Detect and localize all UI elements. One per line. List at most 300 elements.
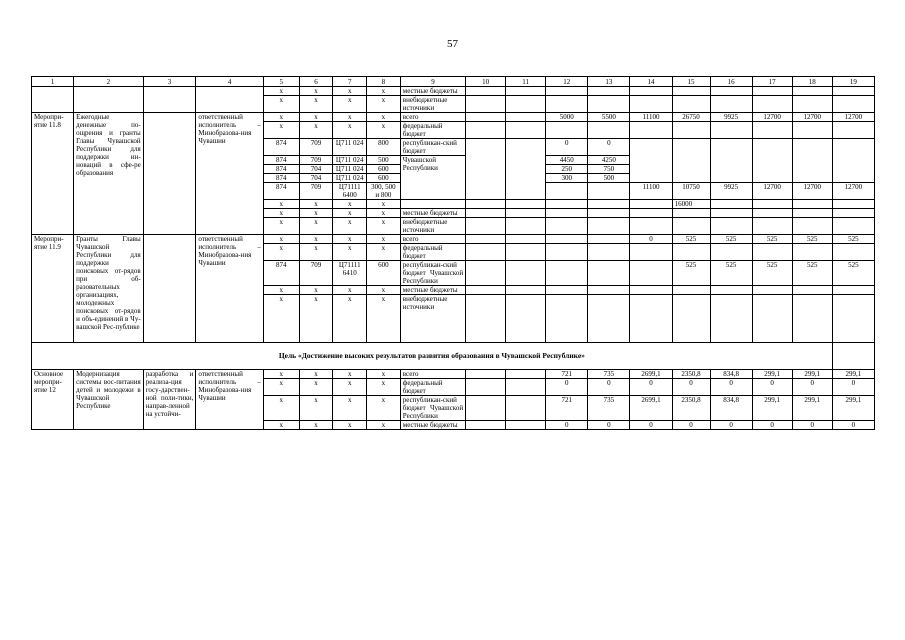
table-cell <box>506 396 546 421</box>
table-cell: 0 <box>672 379 710 396</box>
column-number: 1 <box>32 77 74 87</box>
table-cell: 500 <box>367 156 401 165</box>
goal-text: Цель «Достижение высоких результатов развития образования в Чувашской Республике» <box>32 343 833 370</box>
table-cell <box>506 244 546 261</box>
table-cell: х <box>263 295 299 343</box>
page-number: 57 <box>447 38 458 50</box>
table-cell <box>630 209 672 218</box>
table-cell: 0 <box>630 379 672 396</box>
table-cell: х <box>333 96 367 113</box>
table-cell: х <box>299 235 333 244</box>
table-cell: х <box>333 370 367 379</box>
table-cell <box>466 370 506 379</box>
table-cell <box>792 218 832 235</box>
table-cell <box>710 139 752 183</box>
table-cell <box>588 244 630 261</box>
table-cell <box>630 139 672 183</box>
table-cell <box>506 209 546 218</box>
table-cell: 5000 <box>546 113 588 122</box>
table-cell <box>546 218 588 235</box>
table-cell <box>196 87 263 113</box>
table-cell <box>588 122 630 139</box>
table-cell: х <box>367 235 401 244</box>
table-cell <box>143 87 196 113</box>
table-cell <box>588 235 630 244</box>
activity-name: Меропри-ятие 11.8 <box>32 113 74 235</box>
table-cell: Чувашской Республики <box>400 156 465 200</box>
table-cell: х <box>299 122 333 139</box>
table-cell: х <box>367 244 401 261</box>
table-cell: Ц71111 6410 <box>333 261 367 286</box>
table-cell: федеральный бюджет <box>400 379 465 396</box>
table-cell: местные бюджеты <box>400 87 465 96</box>
table-cell: 0 <box>546 139 588 156</box>
table-cell <box>672 122 710 139</box>
table-cell: местные бюджеты <box>400 421 465 430</box>
table-cell <box>752 209 792 218</box>
table-cell: местные бюджеты <box>400 286 465 295</box>
table-cell <box>546 96 588 113</box>
table-cell: Ц711 024 <box>333 165 367 174</box>
table-cell: х <box>367 96 401 113</box>
table-cell <box>546 209 588 218</box>
table-cell: 12700 <box>752 113 792 122</box>
table-cell: х <box>263 286 299 295</box>
table-cell: 874 <box>263 174 299 183</box>
table-cell: 2699,1 <box>630 370 672 379</box>
table-cell: х <box>333 200 367 209</box>
table-cell: 299,1 <box>832 370 874 379</box>
table-cell: 299,1 <box>792 396 832 421</box>
table-cell <box>832 295 874 343</box>
table-cell <box>752 218 792 235</box>
table-cell <box>792 286 832 295</box>
table-cell: х <box>299 295 333 343</box>
table-cell <box>630 295 672 343</box>
table-cell <box>710 244 752 261</box>
table-cell: х <box>263 113 299 122</box>
table-cell <box>672 295 710 343</box>
table-cell: х <box>333 113 367 122</box>
table-cell: х <box>333 122 367 139</box>
table-cell <box>506 295 546 343</box>
table-cell: 0 <box>630 421 672 430</box>
table-cell: 525 <box>752 261 792 286</box>
table-cell: 4250 <box>588 156 630 165</box>
table-cell <box>630 218 672 235</box>
table-cell: х <box>263 235 299 244</box>
table-cell: 750 <box>588 165 630 174</box>
table-cell <box>466 87 506 96</box>
table-cell: 834,8 <box>710 396 752 421</box>
table-cell: х <box>333 286 367 295</box>
table-cell <box>672 139 710 183</box>
table-cell: федеральный бюджет <box>400 122 465 139</box>
table-cell: х <box>299 370 333 379</box>
table-cell <box>466 244 506 261</box>
table-cell <box>466 209 506 218</box>
table-cell: х <box>299 113 333 122</box>
column-number: 14 <box>630 77 672 87</box>
table-cell: всего <box>400 235 465 244</box>
table-cell <box>792 200 832 209</box>
table-cell: х <box>367 87 401 96</box>
table-cell <box>588 87 630 96</box>
table-cell: 16000 <box>672 200 710 209</box>
activity-name: Меропри-ятие 11.9 <box>32 235 74 343</box>
table-cell <box>466 96 506 113</box>
table-cell <box>832 87 874 96</box>
table-cell: х <box>299 244 333 261</box>
table-row <box>32 113 875 122</box>
table-cell <box>466 379 506 396</box>
table-cell: х <box>299 218 333 235</box>
table-cell: Ц711 024 <box>333 156 367 165</box>
table-cell <box>546 286 588 295</box>
column-number: 18 <box>792 77 832 87</box>
table-cell <box>588 218 630 235</box>
table-row <box>32 235 875 244</box>
table-cell: х <box>263 370 299 379</box>
column-number-row <box>32 77 875 87</box>
table-cell <box>752 96 792 113</box>
table-cell <box>832 209 874 218</box>
table-cell: 0 <box>832 379 874 396</box>
table-cell: х <box>367 286 401 295</box>
table-cell <box>832 200 874 209</box>
table-cell: х <box>367 113 401 122</box>
table-cell <box>792 244 832 261</box>
table-cell <box>506 379 546 396</box>
table-cell: х <box>263 200 299 209</box>
table-cell: 12700 <box>752 183 792 200</box>
table-cell <box>506 421 546 430</box>
table-cell: 525 <box>710 261 752 286</box>
table-cell: 0 <box>752 379 792 396</box>
table-cell <box>546 183 588 200</box>
table-cell <box>588 96 630 113</box>
table-cell <box>546 244 588 261</box>
table-cell <box>546 235 588 244</box>
table-cell: 525 <box>792 235 832 244</box>
table-cell: х <box>367 122 401 139</box>
table-cell: 299,1 <box>752 370 792 379</box>
table-cell: х <box>333 235 367 244</box>
table-cell: 26750 <box>672 113 710 122</box>
column-number: 2 <box>74 77 144 87</box>
table-cell: 0 <box>546 379 588 396</box>
table-cell: федеральный бюджет <box>400 244 465 261</box>
table-cell <box>710 122 752 139</box>
table-cell: 9925 <box>710 183 752 200</box>
table-cell <box>832 218 874 235</box>
table-cell <box>466 113 506 122</box>
table-cell: внебюджетные источники <box>400 96 465 113</box>
column-number: 4 <box>196 77 263 87</box>
table-cell: 0 <box>588 139 630 156</box>
table-cell <box>630 200 672 209</box>
table-cell <box>466 286 506 295</box>
table-cell <box>506 122 546 139</box>
column-number: 3 <box>143 77 196 87</box>
table-cell <box>672 244 710 261</box>
column-number: 7 <box>333 77 367 87</box>
table-cell: 735 <box>588 370 630 379</box>
table-cell: 600 <box>367 174 401 183</box>
table-cell <box>630 87 672 96</box>
table-cell <box>710 286 752 295</box>
table-cell <box>832 244 874 261</box>
table-cell: 525 <box>672 261 710 286</box>
table-cell <box>546 87 588 96</box>
table-cell <box>546 200 588 209</box>
table-cell: 300, 500 и 800 <box>367 183 401 200</box>
table-cell: 709 <box>299 156 333 165</box>
table-cell: 12700 <box>832 183 874 200</box>
table-cell <box>546 122 588 139</box>
table-cell: внебюджетные источники <box>400 218 465 235</box>
table-cell <box>672 96 710 113</box>
goal-row <box>32 343 875 370</box>
table-cell: 12700 <box>832 113 874 122</box>
activity-title: Модернизация системы вос-питания детей и молодежи в Чувашской Республике <box>74 370 144 430</box>
table-cell <box>506 96 546 113</box>
table-cell: х <box>333 396 367 421</box>
table-cell: 299,1 <box>832 396 874 421</box>
table-cell <box>32 87 74 113</box>
table-cell <box>752 200 792 209</box>
table-cell: х <box>333 209 367 218</box>
table-cell: х <box>367 396 401 421</box>
table-cell <box>710 200 752 209</box>
table-cell: х <box>263 396 299 421</box>
table-cell: х <box>367 379 401 396</box>
table-cell: 299,1 <box>752 396 792 421</box>
table-cell: х <box>263 209 299 218</box>
table-cell: х <box>263 122 299 139</box>
table-cell: 709 <box>299 183 333 200</box>
column-number: 16 <box>710 77 752 87</box>
table-cell <box>832 343 874 370</box>
table-cell <box>74 87 144 113</box>
table-cell <box>588 209 630 218</box>
column-number: 8 <box>367 77 401 87</box>
table-cell <box>630 122 672 139</box>
table-cell: 2350,8 <box>672 370 710 379</box>
table-cell: х <box>367 370 401 379</box>
table-cell: 0 <box>792 421 832 430</box>
table-cell: ответственный исполнитель – Минобразова-ния Чувашии <box>196 235 263 343</box>
table-cell <box>588 286 630 295</box>
table-cell <box>143 235 196 343</box>
activity-name: Основное меропри-ятие 12 <box>32 370 74 430</box>
table-cell <box>792 139 832 183</box>
table-cell: 874 <box>263 139 299 156</box>
table-cell: х <box>333 295 367 343</box>
table-cell: 11100 <box>630 113 672 122</box>
table-cell: х <box>367 421 401 430</box>
table-cell <box>630 96 672 113</box>
table-cell: 0 <box>672 421 710 430</box>
table-cell <box>710 209 752 218</box>
column-number: 5 <box>263 77 299 87</box>
table-cell: х <box>367 218 401 235</box>
table-cell <box>588 295 630 343</box>
table-cell <box>832 122 874 139</box>
table-cell: 10750 <box>672 183 710 200</box>
table-cell <box>672 218 710 235</box>
table-cell: всего <box>400 113 465 122</box>
table-cell <box>792 96 832 113</box>
column-number: 10 <box>466 77 506 87</box>
table-cell: 0 <box>588 421 630 430</box>
table-cell <box>506 261 546 286</box>
table-cell: х <box>299 96 333 113</box>
table-cell: 500 <box>588 174 630 183</box>
table-cell: 0 <box>546 421 588 430</box>
table-cell: Ц711 024 <box>333 174 367 183</box>
table-cell <box>710 96 752 113</box>
column-number: 13 <box>588 77 630 87</box>
table-row <box>32 87 875 96</box>
table-cell <box>506 113 546 122</box>
table-cell <box>832 96 874 113</box>
table-cell <box>506 370 546 379</box>
table-cell: х <box>299 286 333 295</box>
table-cell: 525 <box>792 261 832 286</box>
table-cell <box>588 183 630 200</box>
table-cell <box>400 200 465 209</box>
table-cell <box>466 261 506 286</box>
table-cell: местные бюджеты <box>400 209 465 218</box>
table-cell <box>546 295 588 343</box>
table-cell: 0 <box>710 379 752 396</box>
table-cell <box>630 286 672 295</box>
table-cell <box>466 122 506 139</box>
table-cell: х <box>263 96 299 113</box>
table-cell: 525 <box>832 235 874 244</box>
table-cell: 600 <box>367 165 401 174</box>
column-number: 6 <box>299 77 333 87</box>
table-cell: ответственный исполнитель – Минобразова-ния Чувашии <box>196 370 263 430</box>
table-cell: х <box>367 209 401 218</box>
table-cell: 874 <box>263 165 299 174</box>
table-cell: ответственный исполнитель – Минобразова-ния Чувашии <box>196 113 263 235</box>
table-cell: х <box>367 200 401 209</box>
table-cell: 2699,1 <box>630 396 672 421</box>
table-cell: х <box>263 87 299 96</box>
table-cell <box>792 295 832 343</box>
table-cell <box>506 286 546 295</box>
table-cell: х <box>367 295 401 343</box>
table-cell: 600 <box>367 261 401 286</box>
column-number: 19 <box>832 77 874 87</box>
table-cell: х <box>333 218 367 235</box>
table-cell <box>630 261 672 286</box>
table-cell: х <box>299 87 333 96</box>
table-cell: 300 <box>546 174 588 183</box>
table-cell <box>506 139 546 200</box>
table-cell <box>506 200 546 209</box>
table-cell <box>752 87 792 96</box>
table-cell: 0 <box>792 379 832 396</box>
table-cell: 525 <box>832 261 874 286</box>
table-cell: х <box>333 421 367 430</box>
table-cell <box>752 244 792 261</box>
table-cell: 5500 <box>588 113 630 122</box>
table-cell: Ц71111 6400 <box>333 183 367 200</box>
table-cell: х <box>263 218 299 235</box>
table-cell <box>506 87 546 96</box>
table-cell: Ц711 024 <box>333 139 367 156</box>
table-cell: 0 <box>752 421 792 430</box>
table-cell: 0 <box>630 235 672 244</box>
table-cell: 12700 <box>792 113 832 122</box>
table-cell: х <box>263 379 299 396</box>
table-cell: х <box>333 87 367 96</box>
table-cell <box>546 261 588 286</box>
table-cell: всего <box>400 370 465 379</box>
table-cell <box>506 218 546 235</box>
table-cell <box>752 286 792 295</box>
table-cell: 11100 <box>630 183 672 200</box>
column-number: 12 <box>546 77 588 87</box>
table-cell <box>630 244 672 261</box>
table-cell <box>752 295 792 343</box>
table-cell: 2350,8 <box>672 396 710 421</box>
table-cell <box>710 87 752 96</box>
table-cell <box>752 139 792 183</box>
table-cell: х <box>263 244 299 261</box>
table-cell <box>466 139 506 200</box>
table-cell <box>792 87 832 96</box>
table-cell: 0 <box>832 421 874 430</box>
table-cell: х <box>333 244 367 261</box>
activity-description: разработка и реализа-ция госу-дарствен-ной поли-тики, направ-ленной на устойчи- <box>143 370 196 430</box>
column-number: 11 <box>506 77 546 87</box>
budget-table <box>31 76 875 430</box>
table-cell <box>672 286 710 295</box>
table-cell: внебюджетные источники <box>400 295 465 343</box>
table-cell: 800 <box>367 139 401 156</box>
table-cell: 704 <box>299 165 333 174</box>
table-cell: х <box>299 421 333 430</box>
table-cell: 721 <box>546 370 588 379</box>
table-cell: 735 <box>588 396 630 421</box>
table-cell <box>752 122 792 139</box>
table-cell: х <box>299 209 333 218</box>
table-cell: 0 <box>710 421 752 430</box>
table-cell: х <box>263 421 299 430</box>
table-cell: 250 <box>546 165 588 174</box>
table-cell: 704 <box>299 174 333 183</box>
column-number: 9 <box>400 77 465 87</box>
table-cell <box>792 122 832 139</box>
table-cell <box>710 218 752 235</box>
table-cell: х <box>299 379 333 396</box>
table-cell <box>832 286 874 295</box>
table-row <box>32 370 875 379</box>
activity-title: Ежегодные денежные по-ощрения и гранты Главы Чувашской Республики для поддержки ин-новаций в сфе-ре образования <box>74 113 144 235</box>
column-number: 17 <box>752 77 792 87</box>
table-cell: х <box>299 200 333 209</box>
table-cell: х <box>333 379 367 396</box>
table-cell <box>466 200 506 209</box>
table-cell <box>710 295 752 343</box>
table-cell: республикан-ский бюджет <box>400 139 465 156</box>
table-cell: 874 <box>263 183 299 200</box>
table-cell <box>466 235 506 244</box>
